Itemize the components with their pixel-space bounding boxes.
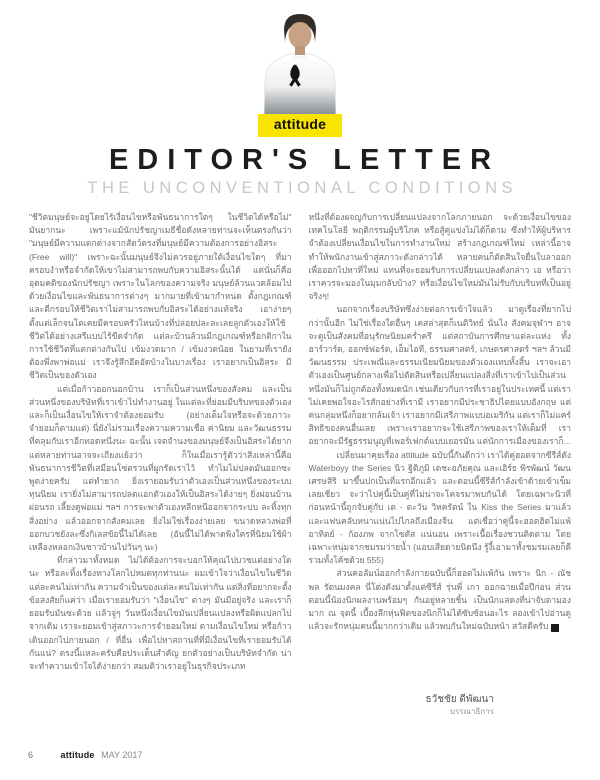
footer-issue: MAY 2017	[101, 750, 143, 760]
editor-portrait-illustration	[230, 8, 370, 128]
article-paragraph: นอกจากเรื่องบริษัทซึ่งง่ายต่อการเข้าใจแล้ว มาดูเรื่องที่ยากไปกว่านั้นอีก ไม่ใช่เรื่องใดอื่นๆ เคสล่าสุดก็เนติวิทย์ นั่นไง สังคมจุฬาฯ อาจจะดูเป็นสังคมที่อนุรักษนิยมคร่ำครึ แต่สถาบันการศึกษาแต่ละแห่ง ทั้ง ฮาร์วาร์ด, ออกซ์ฟอร์ด, เอ็มไอที, ธรรมศาสตร์, เกษตรศาสตร์ ฯลฯ ล้วนมีวัฒนธรรม ประเพณีและธรรมเนียมนิยมของตัวเองแทบทั้งสิ้น เราจะเอาตัวเองเป็นศูนย์กลางเพื่อไปตัดสินหรือเปลี่ยนแปลงสิ่งที่เราเข้าไปเป็นส่วนหนึ่งมันก็ไม่ถูกต้องทั้งหมดนัก เช่นเดียวกับการที่เราอยู่ในประเทศนี้ แต่เราไม่เคยพอใจอะไรสักอย่างที่เรามี เราอยากมีประชาธิปไตยแบบอังกฤษ แต่คนกลุ่มหนึ่งก็อยากล้มเจ้า เราอยากมีเสรีภาพแบบอเมริกัน แต่เราก็ไม่แคร์สิทธิของคนอื่นเลย เพราะเราอยากจะใช้เสรีภาพของเราให้เต็มที่ เราอยากจะมีรัฐธรรมนูญที่เพอร์เฟกต์แบบเยอรมัน แต่นักการเมืองของเราก็...	[308, 304, 571, 447]
article-body	[0, 211, 600, 703]
editor-role: บรรณาธิการ	[449, 707, 494, 716]
neck	[295, 46, 305, 55]
page-title: EDITOR'S LETTER	[108, 144, 501, 176]
article-paragraph: ที่กล่าวมาทั้งหมด ไม่ได้ต้องการจะบอกให้คุณไปบวชแต่อย่างใดนะ หรือละทิ้งเรื่องทางโลกไปหมดทุกท่านนะ ผมเข้าใจว่าเงื่อนไขในชีวิตแต่ละคนไม่เท่ากัน ความจำเป็นของแต่ละคนไม่เท่ากัน แต่สิ่งที่อยากจะตั้งข้อสงสัยก็แค่ว่า เมื่อเรายอมรับว่า "เงื่อนไข" ต่างๆ มันมีอยู่จริง และเราก็ยอมรับมันซะด้วย แล้วจู่ๆ วันหนึ่งเงื่อนไขมันเปลี่ยนแปลงหรือผิดแปลกไปจากเดิม เราจะยอมเข้าสู่สภาวะการจำยอมใหม่ ตามเงื่อนไขใหม่ หรือก้าวเดินออกไปภายนอก / ที่อื่น เพื่อไปหาสถานที่ที่มีเงื่อนไขที่เรายอมรับได้ กันแน่? ตรงนี้แหละครับคือประเด็นสำคัญ ยกตัวอย่างเป็นบริษัทจำกัด น่าจะทำความเข้าใจได้ง่ายกว่า สมมติว่าเราอยู่ในธุรกิจประเภท	[29, 555, 292, 671]
article-paragraph: "ชีวิตมนุษย์จะอยู่โดยไร้เงื่อนไขหรือพันธนาการใดๆ ในชีวิตได้หรือไม่" มันยากนะ เพราะแม้นักปรัชญาเมธีชื่อดังหลายท่านจะเห็นตรงกันว่า "มนุษย์มีความแตกต่างจากสัตว์ตรงที่มนุษย์มีความต้องการอย่างอิสระ (Free will)" เพราะฉะนั้นมนุษย์จึงไม่ควรอยู่ภายใต้เงื่อนไขใดๆ ที่มาครอบงำหรือจำกัดให้เขาไม่สามารถพบกับความอิสระนั้นได้ แต่นั่นก็คืออุดมคติของนักปรัชญา เพราะในโลกของความจริง มนุษย์ล้วนแวดล้อมไปด้วยเงื่อนไขและพันธนาการต่างๆ มากมายที่เข้ามากำหนด ตั้งกฎเกณฑ์ และตีกรอบให้ชีวิตเราไม่สามารถพบกับอิสระได้อย่างแท้จริง เอาง่ายๆ ตั้งแต่เล็กจนโตเคยมีครอบครัวไหนบ้างที่ปล่อยปละละเลยลูกตัวเองให้ใช้ชีวิตได้อย่างเสรีแบบไร้ขีดจำกัด แต่ละบ้านล้วนมีกฎเกณฑ์หรือกติกาในการใช้ชีวิตที่แตกต่างกันไป เข้มงวดมาก / เข้มงวดน้อย ในยามที่เรายังต้องพึ่งพาพ่อแม่ เราจึงรู้สึกอึดอัดบ้างในบางเรื่อง เราอยากเป็นอิสระ มีชีวิตเป็นของตัวเอง	[29, 212, 292, 381]
page-number: 6	[28, 750, 34, 760]
article-paragraph: ส่วนคอลัมน์ออกกำลังกายฉบับนี้ก็ฮอตไม่แพ้กัน เพราะ นิก - ณัชพล รัตนมงคล นี่โด่งดังมาตั้งแต่ซีรีส์ รุ่นพี่ เกา ออกฉายเมื่อปีก่อน ส่วนตอนนี้น้องนิกผลงานพร้อมๆ กันอยู่หลายชิ้น เป็นนักแสดงที่น่าจับตามองมาก ณ จุดนี้ เบื้องลึกหุ่นฟิตของนิกก็ไม่ได้ซับซ้อนอะไร ลองเข้าไปอ่านดูแล้วจะรักหนุ่มคนนี้มากกว่าเดิม แล้วพบกันใหม่ฉบับหน้า สวัสดีครับ a	[308, 568, 584, 632]
article-paragraph: หนึ่งที่ต้องผจญกับการเปลี่ยนแปลงจากโลกภายนอก จะด้วยเงื่อนไขของเทคโนโลยี พฤติกรรมผู้บริโภค หรือสู้คู่แข่งไม่ได้ก็ตาม ซึ่งทำให้ผู้บริหารจำต้องเปลี่ยนเงื่อนไขในการทำงานใหม่ สร้างกฎเกณฑ์ใหม่ เหล่านี้อาจทำให้พนักงานเข้าสู่สภาวะดังกล่าวได้ หลายคนก็ตัดสินใจยื่นใบลาออกเพื่อออกไปหาที่ใหม่ แทนที่จะยอมรับการเปลี่ยนแปลงดังกล่าว เอ หรือว่าเราควรจะมองในมุมกลับบ้าง? หรือเงื่อนไขใหม่มันไม่รับกับบริบทที่เป็นอยู่จริงๆ!	[308, 212, 571, 302]
article-paragraph: เปลี่ยนมาคุยเรื่อง attitude ฉบับนี้กันดีกว่า เราได้คู่ฮอตจากซีรีส์ดัง Waterboyy the Series นิว ฐิติภูมิ เดชะอภัยคุณ และเอิร์ธ พิรพัฒน์ วัฒนเศรษสิริ มาขึ้นปกเป็นที่แรกอีกแล้ว และตอนนี้ซีรีส์กำลังเข้าด้ายเข้าเข็มเลยเชียว จะว่าไปคู่นี้เป็นคู่ที่ไม่น่าจะโคจรมาพบกันได้ โดยเฉพาะนิวที่ก่อนหน้านี้ถูกจับคู่กับ เต - ตะวัน วิหครัตน์ ใน Kiss the Series มาแล้ว และแฟนคลับหนาแน่นไปไกลถึงเมืองจีน แต่เชื่อว่าคู่นี้จะฮอตฮิตไม่แพ้ อาทิตย์ - ก้องภพ จากโซตัส แน่นอน เพราะเนื้อเรื่องชวนติดตาม โดยเฉพาะหนุ่มจากชมรมว่ายน้ำ (แอบเสียดายนิดนึง รู้งี้เอามาทั้งชมรมเลยก็ดี รวมทั้งโค้ชด้วย 555)	[308, 449, 571, 566]
attitude-badge-label: attitude	[273, 116, 327, 132]
footer-brand: attitude	[60, 750, 95, 760]
signature-block	[425, 694, 494, 717]
page-subtitle: THE UNCONVENTIONAL CONDITIONS	[87, 179, 518, 197]
editor-name: ธวัชชัย ดีพัฒนา	[425, 694, 494, 705]
article-left-column	[29, 211, 292, 703]
face	[289, 22, 312, 49]
article-paragraph: แต่เมื่อก้าวออกนอกบ้าน เราก็เป็นส่วนหนึ่งของสังคม และเป็นส่วนหนึ่งของบริษัทที่เราเข้าไปทำงานอยู่ ในแต่ละที่ย่อมมีบริบทของตัวเองและก็เป็นเงื่อนไขให้เราจำต้องยอมรับ (อย่างเต็มใจหรือจะด้วยภาวะจำยอมก็ตามแต่) นี่ยังไม่รวมเรื่องความความเชื่อ ค่านิยม และวัฒนธรรมที่คลุมกับเราอีกทอดหนึ่งนะ ฉะนั้น เจตจำนงของมนุษย์จึงเป็นอิสระได้ยาก แต่หลายท่านอาจจะเถียงแย้งว่า ก็ในเมื่อเรารู้ตัวว่าสิ่งเหล่านี้คือพันธนาการชีวิตที่เสมือนโซ่ตรวนที่ผูกรัดเราไว้ ทำไมไม่ปลดมันออกซะ พูดง่ายครับ แต่ทำยาก ยิ่งเรายอมรับว่าตัวเองเป็นส่วนหนึ่งของระบบทุนนิยม เรายิ่งไม่สามารถปลดแอกตัวเองให้เป็นอิสระได้ง่ายๆ ยิ่งผ่อนบ้าน ผ่อนรถ เลี้ยงดูพ่อแม่ ฯลฯ การจะพาตัวเองหลีกหนีออกจากระบบ ละทิ้งทุกสิ่งอย่าง แล้วออกจากสังคมเลย ยิ่งไม่ใช่เรื่องง่ายเลย ขนาดหลวงพ่อที่ออกบวชยังละซึ่งกิเลสข้อนี้ไม่ได้เลย (อันนี้ไม่ได้พาดพิงใครที่นิยมใช้ผ้าเหลืองหลอกเงินชาวบ้านไปวันๆ นะ)	[29, 383, 292, 553]
page-footer	[28, 750, 142, 760]
editor-portrait-photo	[230, 8, 370, 128]
attitude-badge	[258, 114, 342, 137]
article-right-column	[308, 211, 584, 703]
end-of-article-icon: a	[551, 624, 559, 632]
